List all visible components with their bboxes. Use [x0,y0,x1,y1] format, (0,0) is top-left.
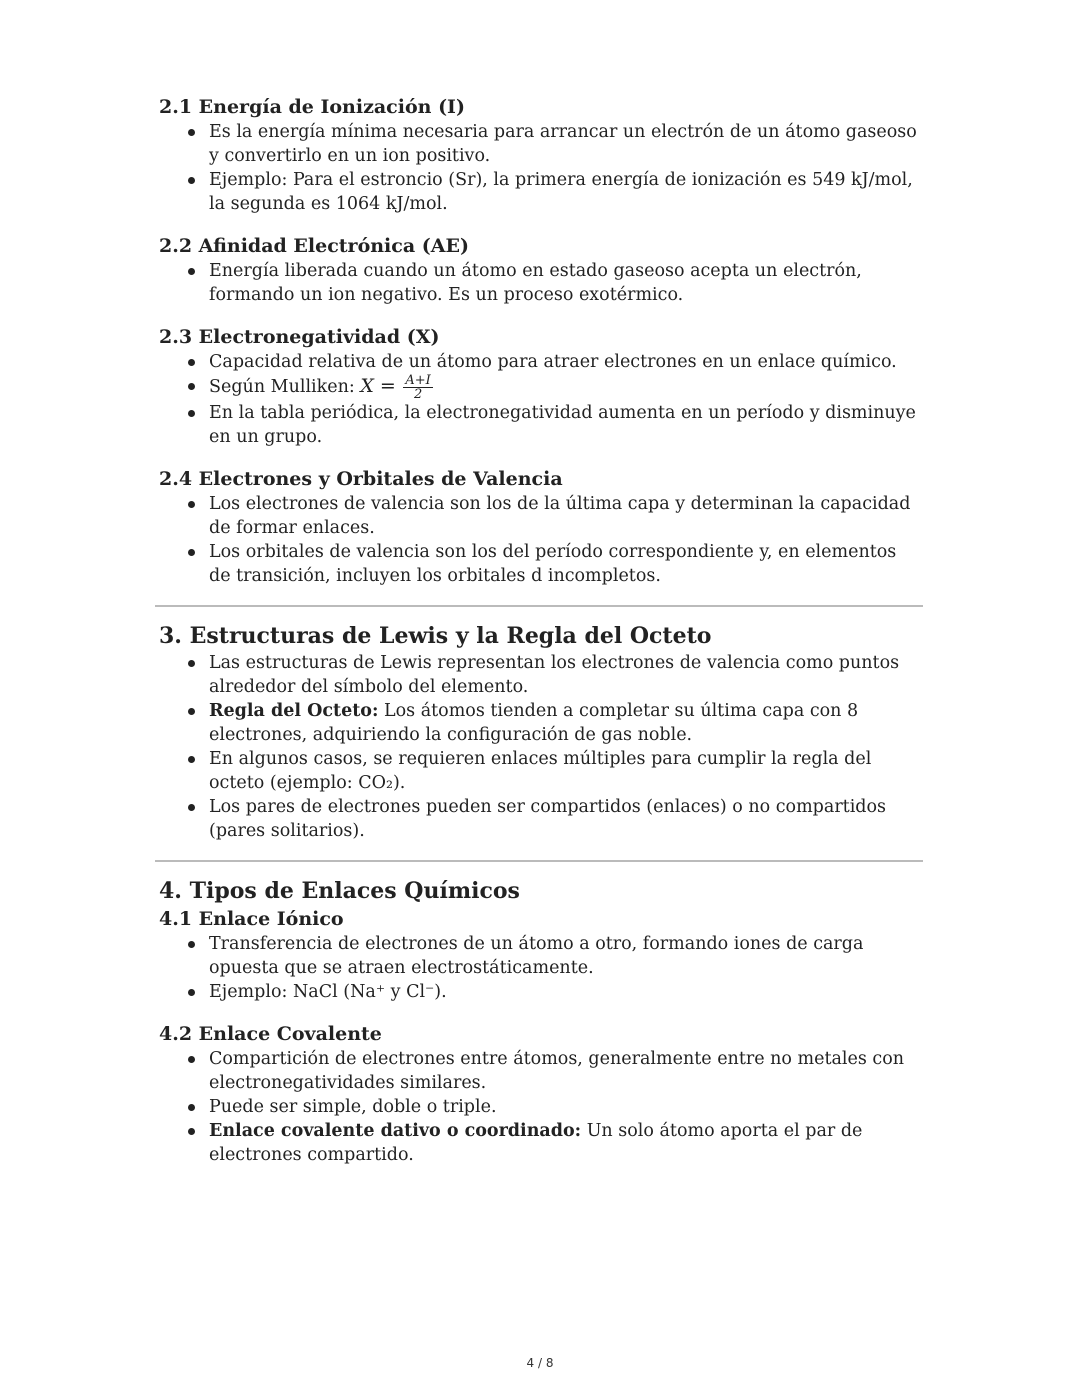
list-item [209,699,919,747]
section-lewis-structures [159,621,919,843]
section-divider [155,605,923,607]
item-text: Los átomos tienden a completar su última capa con 8 electrones, adquiriendo la configuración de gas noble. [209,701,859,745]
list-item [209,1119,919,1167]
chapter-heading: 3. Estructuras de Lewis y la Regla del Octeto [159,623,712,649]
section-valence [159,466,919,588]
list-item: Ejemplo: NaCl (Na⁺ y Cl⁻). [209,980,919,1004]
list-item: Transferencia de electrones de un átomo a otro, formando iones de carga opuesta que se atraen electrostáticamente. [209,932,919,980]
section-heading: 2.3 Electronegatividad (X) [159,326,440,348]
list-item: Energía liberada cuando un átomo en estado gaseoso acepta un electrón, formando un ion negativo. Es un proceso exotérmico. [209,259,919,307]
bold-term: Regla del Octeto: [209,701,379,721]
item-text: Un solo átomo aporta el par de electrones compartido. [209,1121,863,1165]
bold-term: Enlace covalente dativo o coordinado: [209,1121,582,1141]
section-covalent-bond [159,1021,919,1167]
list-item: Capacidad relativa de un átomo para atraer electrones en un enlace químico. [209,350,919,374]
bullet-list [159,259,919,307]
list-item: Compartición de electrones entre átomos, generalmente entre no metales con electronegatividades similares. [209,1047,919,1095]
formula-denominator: 2 [413,387,423,402]
section-heading: 2.4 Electrones y Orbitales de Valencia [159,468,563,490]
document-page [159,94,919,1184]
section-ionic-bond [159,906,919,1004]
section-electron-affinity [159,233,919,307]
section-heading: 2.1 Energía de Ionización (I) [159,96,465,118]
list-item-mulliken [209,374,919,401]
section-divider [155,860,923,862]
bullet-list [159,651,919,843]
list-item: Es la energía mínima necesaria para arrancar un electrón de un átomo gaseoso y convertirlo en un ion positivo. [209,120,919,168]
section-ionization-energy [159,94,919,216]
formula-numerator: A+I [405,373,431,388]
formula-fraction [403,374,432,401]
list-item: Ejemplo: Para el estroncio (Sr), la primera energía de ionización es 549 kJ/mol, la segunda es 1064 kJ/mol. [209,168,919,216]
list-item: Los electrones de valencia son los de la última capa y determinan la capacidad de formar enlaces. [209,492,919,540]
formula-lhs: X = [360,375,396,397]
bullet-list [159,932,919,1004]
section-heading: 4.2 Enlace Covalente [159,1023,382,1045]
bullet-list [159,120,919,216]
bullet-list [159,1047,919,1167]
list-item: En la tabla periódica, la electronegatividad aumenta en un período y disminuye en un grupo. [209,401,919,449]
section-electronegativity [159,324,919,449]
mulliken-label: Según Mulliken: [209,377,361,397]
section-chemical-bonds [159,876,919,1167]
page-number: 4 / 8 [526,1356,554,1370]
chapter-heading: 4. Tipos de Enlaces Químicos [159,878,520,904]
list-item: Los pares de electrones pueden ser compartidos (enlaces) o no compartidos (pares solitarios). [209,795,919,843]
list-item: Las estructuras de Lewis representan los electrones de valencia como puntos alrededor del símbolo del elemento. [209,651,919,699]
list-item: Puede ser simple, doble o triple. [209,1095,919,1119]
bullet-list [159,350,919,449]
section-heading: 2.2 Afinidad Electrónica (AE) [159,235,469,257]
list-item: Los orbitales de valencia son los del período correspondiente y, en elementos de transición, incluyen los orbitales d incompletos. [209,540,919,588]
bullet-list [159,492,919,588]
list-item: En algunos casos, se requieren enlaces múltiples para cumplir la regla del octeto (ejemplo: CO₂). [209,747,919,795]
section-heading: 4.1 Enlace Iónico [159,908,344,930]
